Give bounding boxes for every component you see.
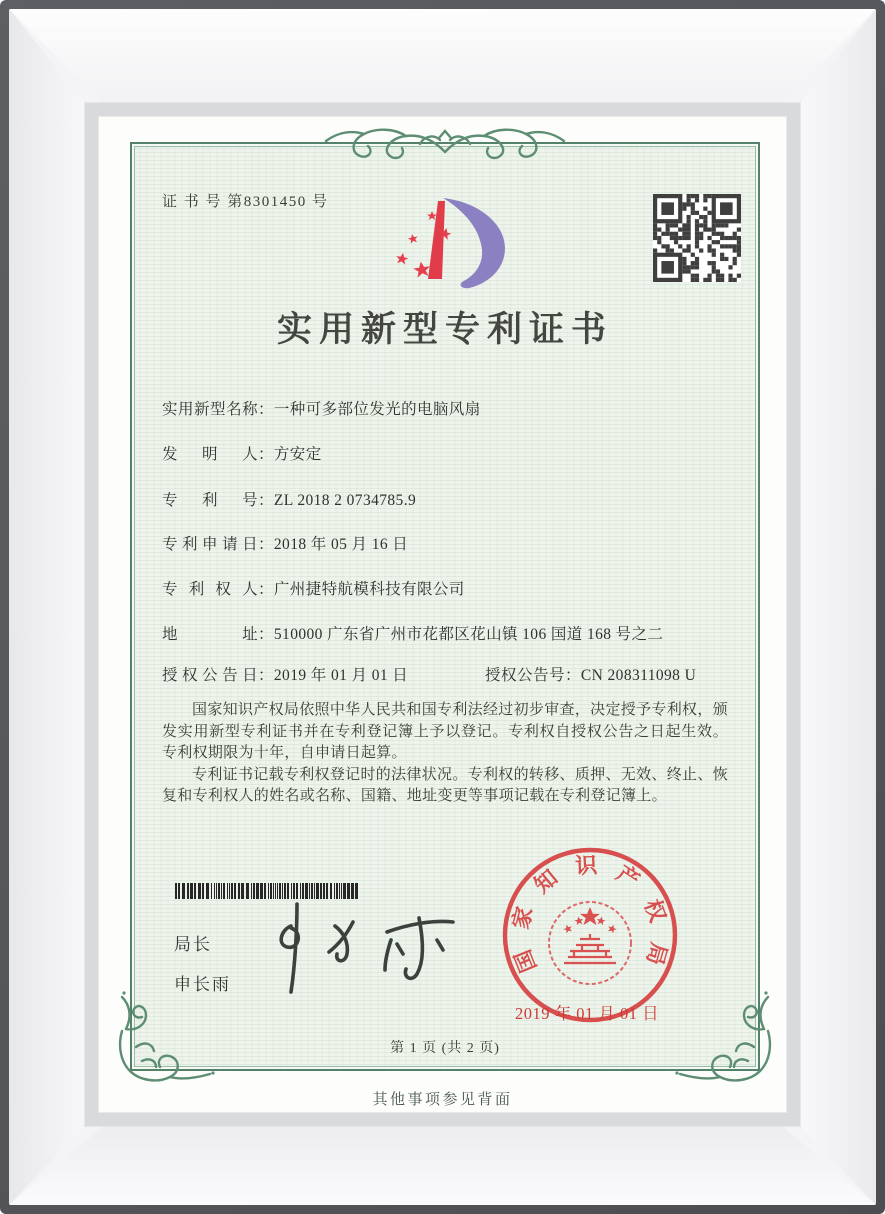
frame-face-bottom [9, 1127, 876, 1205]
page-indicator: 第 1 页 (共 2 页) [390, 1041, 500, 1056]
colon: ： [258, 667, 274, 684]
field-value: ZL 2018 2 0734785.9 [273, 492, 417, 509]
field-label: 授权公告日 [162, 667, 258, 684]
signer-title: 局长 [174, 935, 212, 954]
seal-date: 2019 年 01 月 01 日 [515, 1004, 660, 1023]
svg-text:产: 产 [612, 860, 645, 894]
frame-face-left [9, 9, 84, 1205]
certificate-number: 证 书 号 第8301450 号 [162, 194, 329, 210]
svg-text:局: 局 [641, 939, 672, 968]
field-row [162, 577, 728, 599]
colon: ： [565, 667, 581, 684]
qr-code [653, 194, 741, 282]
field-row [162, 397, 728, 419]
frame-face-top [9, 9, 876, 102]
field-value: 方安定 [273, 446, 322, 463]
field-row [162, 622, 728, 644]
certificate-title: 实用新型专利证书 [276, 310, 613, 349]
legal-paragraph: 国家知识产权局依照中华人民共和国专利法经过初步审查，决定授予专利权，颁发实用新型专利证书并在专利登记簿上予以登记。专利权自授权公告之日起生效。专利权期限为十年，自申请日起算。 [162, 702, 728, 761]
svg-text:家: 家 [507, 904, 538, 932]
colon: ： [258, 626, 274, 643]
field-value: 510000 广东省广州市花都区花山镇 106 国道 168 号之二 [273, 626, 664, 643]
field-value: 广州捷特航模科技有限公司 [273, 581, 465, 598]
field-row [162, 442, 728, 464]
back-note: 其他事项参见背面 [372, 1092, 513, 1108]
field-row [162, 532, 728, 554]
field-row [162, 488, 728, 510]
field-label: 专利号 [162, 492, 258, 509]
frame-face-right [801, 9, 876, 1205]
field-label: 实用新型名称 [162, 401, 258, 418]
svg-text:权: 权 [639, 895, 671, 926]
certificate-paper [99, 117, 786, 1112]
legal-paragraph: 专利证书记载专利权登记时的法律状况。专利权的转移、质押、无效、终止、恢复和专利权人的姓名或名称、国籍、地址变更等事项记载在专利登记簿上。 [162, 766, 728, 804]
field-label: 发明人 [162, 446, 258, 463]
signature-script-icon [257, 896, 497, 1001]
field-value: 2018 年 05 月 16 日 [273, 536, 409, 553]
svg-text:知: 知 [529, 864, 563, 898]
svg-text:国: 国 [509, 946, 542, 976]
legal-text [162, 700, 728, 808]
field-label: 授权公告号 [485, 667, 565, 684]
signer-block [174, 930, 231, 1010]
field-value: 2019 年 01 月 01 日 [273, 667, 409, 684]
colon: ： [258, 446, 274, 463]
field-row [162, 663, 728, 685]
grant-number-pair [485, 663, 696, 685]
certificate-bordered-area [130, 142, 760, 1071]
colon: ： [258, 536, 274, 553]
field-label: 专利申请日 [162, 536, 258, 553]
cnipa-logo-icon [385, 192, 511, 292]
colon: ： [258, 581, 274, 598]
top-center-flourish-icon [320, 122, 570, 168]
svg-text:识: 识 [574, 852, 598, 879]
colon: ： [258, 492, 274, 509]
field-label: 地址 [162, 626, 258, 643]
field-label: 专利权人 [162, 581, 258, 598]
colon: ： [258, 401, 274, 418]
signer-name: 申长雨 [174, 975, 231, 994]
field-value: CN 208311098 U [580, 667, 697, 684]
field-value: 一种可多部位发光的电脑风扇 [273, 401, 481, 418]
